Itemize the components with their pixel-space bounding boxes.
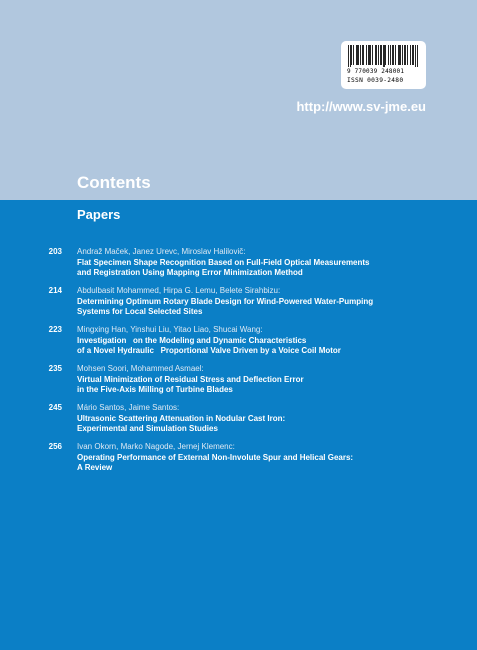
barcode-bar: [392, 45, 393, 65]
table-of-contents: [0, 247, 477, 481]
barcode-bar: [380, 45, 381, 65]
toc-entry[interactable]: [0, 286, 477, 325]
entry-authors: Mohsen Soori, Mohammed Asmael:: [77, 364, 204, 373]
barcode-bar: [356, 45, 357, 65]
barcode-bar: [381, 45, 382, 65]
page-number: 235: [48, 364, 62, 373]
entry-authors: Mingxing Han, Yinshui Liu, Yitao Liao, Shucai Wang:: [77, 325, 263, 334]
contents-heading: Contents: [77, 173, 151, 192]
barcode-bar: [360, 45, 361, 65]
barcode-bar: [415, 45, 416, 67]
barcode-bar: [383, 45, 384, 67]
barcode-bar: [400, 45, 401, 65]
barcode-bar: [363, 45, 364, 65]
barcode-bar: [368, 45, 369, 65]
issn-label: ISSN 0039-2480: [347, 77, 404, 84]
barcode-bar: [369, 45, 370, 65]
barcode-bar: [358, 45, 359, 65]
barcode-bar: [362, 45, 363, 65]
barcode-bar: [350, 45, 351, 67]
barcode-bar: [407, 45, 408, 65]
barcode-bar: [402, 45, 403, 65]
barcode-bar: [413, 45, 414, 65]
entry-title[interactable]: Flat Specimen Shape Recognition Based on Full-Field Optical Measurements and Registration Using Mapping Error Minimization Method: [77, 257, 370, 277]
entry-authors: Andraž Maček, Janez Urevc, Miroslav Halilovič:: [77, 247, 246, 256]
toc-entry[interactable]: [0, 247, 477, 286]
barcode-bar: [399, 45, 400, 65]
barcode-bar: [372, 45, 373, 65]
barcode-bar: [351, 45, 352, 65]
barcode-bar: [388, 45, 389, 65]
barcode-bar: [384, 45, 385, 67]
page-number: 256: [48, 442, 62, 451]
toc-entry[interactable]: [0, 403, 477, 442]
toc-entry[interactable]: [0, 364, 477, 403]
barcode-bar: [417, 45, 418, 67]
page-number: 245: [48, 403, 62, 412]
barcode-bar: [376, 45, 377, 65]
barcode-bar: [348, 45, 349, 67]
page-number: 214: [48, 286, 62, 295]
toc-entry[interactable]: [0, 442, 477, 481]
papers-heading: Papers: [77, 207, 121, 222]
barcode-bar: [378, 45, 379, 65]
barcode-bar: [404, 45, 405, 65]
barcode-bar: [412, 45, 413, 65]
barcode: [341, 41, 426, 89]
entry-authors: Mário Santos, Jaime Santos:: [77, 403, 180, 412]
toc-entry[interactable]: [0, 325, 477, 364]
journal-url-link[interactable]: http://www.sv-jme.eu: [296, 99, 426, 114]
barcode-bar: [390, 45, 391, 65]
barcode-bar: [353, 45, 354, 65]
entry-authors: Abdulbasit Mohammed, Hirpa G. Lemu, Belete Sirahbizu:: [77, 286, 281, 295]
barcode-bar: [405, 45, 406, 65]
barcode-bars: [348, 45, 419, 67]
barcode-bar: [375, 45, 376, 65]
entry-title[interactable]: Determining Optimum Rotary Blade Design for Wind-Powered Water-Pumping Systems for Local Selected Sites: [77, 296, 374, 316]
entry-title[interactable]: Investigation on the Modeling and Dynamic Characteristics of a Novel Hydraulic Proportional Valve Driven by a Voice Coil Motor: [77, 335, 341, 355]
barcode-bar: [398, 45, 399, 65]
barcode-bar: [357, 45, 358, 65]
page-number: 203: [48, 247, 62, 256]
barcode-bar: [410, 45, 411, 65]
barcode-bar: [370, 45, 371, 65]
barcode-bar: [385, 45, 386, 65]
entry-title[interactable]: Ultrasonic Scattering Attenuation in Nodular Cast Iron: Experimental and Simulation Studies: [77, 413, 286, 433]
entry-authors: Ivan Okorn, Marko Nagode, Jernej Klemenc:: [77, 442, 235, 451]
entry-title[interactable]: Operating Performance of External Non-Involute Spur and Helical Gears: A Review: [77, 452, 354, 472]
barcode-digits: 9 770039 248001: [347, 68, 405, 75]
entry-title[interactable]: Virtual Minimization of Residual Stress and Deflection Error in the Five-Axis Milling of Turbine Blades: [77, 374, 304, 394]
barcode-bar: [366, 45, 367, 65]
barcode-bar: [393, 45, 394, 65]
barcode-bar: [395, 45, 396, 65]
page-number: 223: [48, 325, 62, 334]
